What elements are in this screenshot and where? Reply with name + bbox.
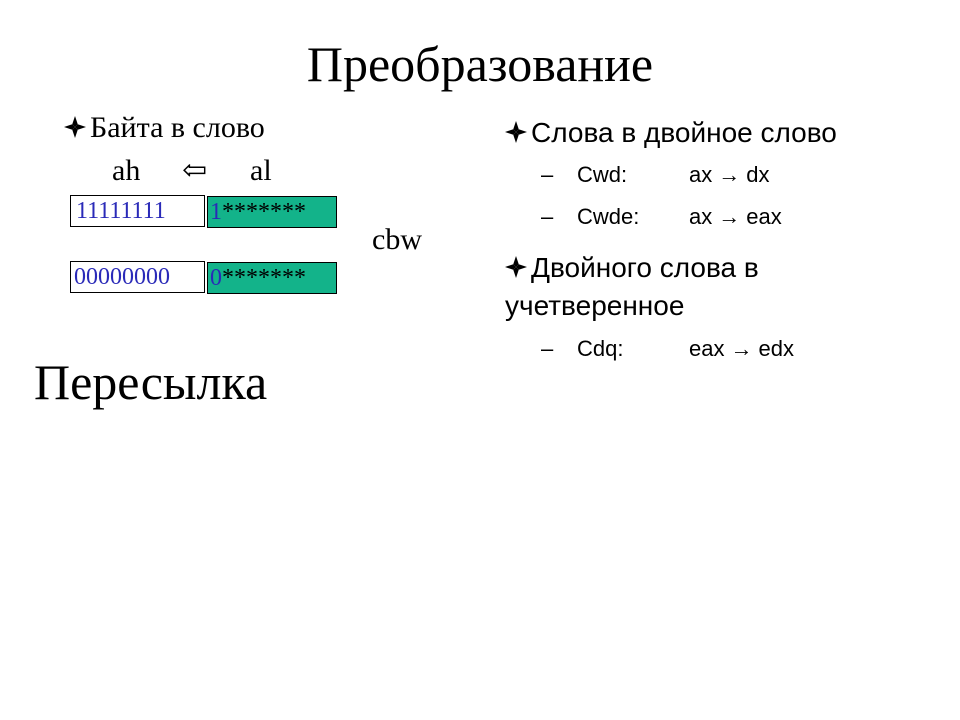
dash: –: [541, 336, 554, 361]
bullet-word-to-dword: [505, 115, 837, 151]
low-bits: *******: [222, 199, 306, 225]
bullet-label: Двойного слова в учетверенное: [505, 252, 759, 321]
right-arrow-icon: →: [730, 336, 753, 361]
diamond-bullet-icon: [64, 116, 86, 138]
sub-item-cdq: [541, 334, 794, 364]
high-byte-cell: [70, 261, 205, 293]
high-byte-cell: [70, 195, 205, 227]
low-byte-cell-sign1: [207, 196, 337, 228]
register-al-label: al: [250, 154, 272, 187]
instruction-cbw: cbw: [372, 223, 422, 256]
to-register: eax: [746, 204, 782, 229]
bullet-byte-to-word: [64, 110, 265, 146]
diamond-bullet-icon: [505, 121, 527, 143]
command-name: Cwd:: [577, 162, 628, 187]
dash: –: [541, 204, 554, 229]
bullet-label: Байта в слово: [90, 111, 265, 144]
low-byte-cell-sign0: [207, 262, 337, 294]
sign-bit: 0: [210, 265, 222, 291]
to-register: dx: [746, 162, 770, 187]
high-byte-ones: 11111111: [76, 198, 166, 224]
command-name: Cdq:: [577, 336, 624, 361]
from-register: ax: [689, 162, 713, 187]
sign-bit: 1: [210, 199, 222, 225]
to-register: edx: [758, 336, 794, 361]
sub-item-cwde: [541, 202, 782, 232]
register-ah-label: ah: [112, 154, 141, 187]
section-title-peresylka: Пересылка: [34, 354, 268, 410]
left-arrow-icon: ⇦: [182, 154, 208, 187]
from-register: eax: [689, 336, 725, 361]
command-name: Cwde:: [577, 204, 640, 229]
from-register: ax: [689, 204, 713, 229]
diamond-bullet-icon: [505, 256, 527, 278]
dash: –: [541, 162, 554, 187]
high-byte-zeros: 00000000: [74, 264, 170, 290]
right-arrow-icon: →: [718, 162, 741, 187]
bullet-dword-to-qword: [505, 249, 885, 325]
slide-title: Преобразование: [306, 36, 654, 92]
low-bits: *******: [222, 265, 306, 291]
sub-item-cwd: [541, 160, 770, 190]
bullet-label: Слова в двойное слово: [531, 117, 837, 148]
right-arrow-icon: →: [718, 204, 741, 229]
